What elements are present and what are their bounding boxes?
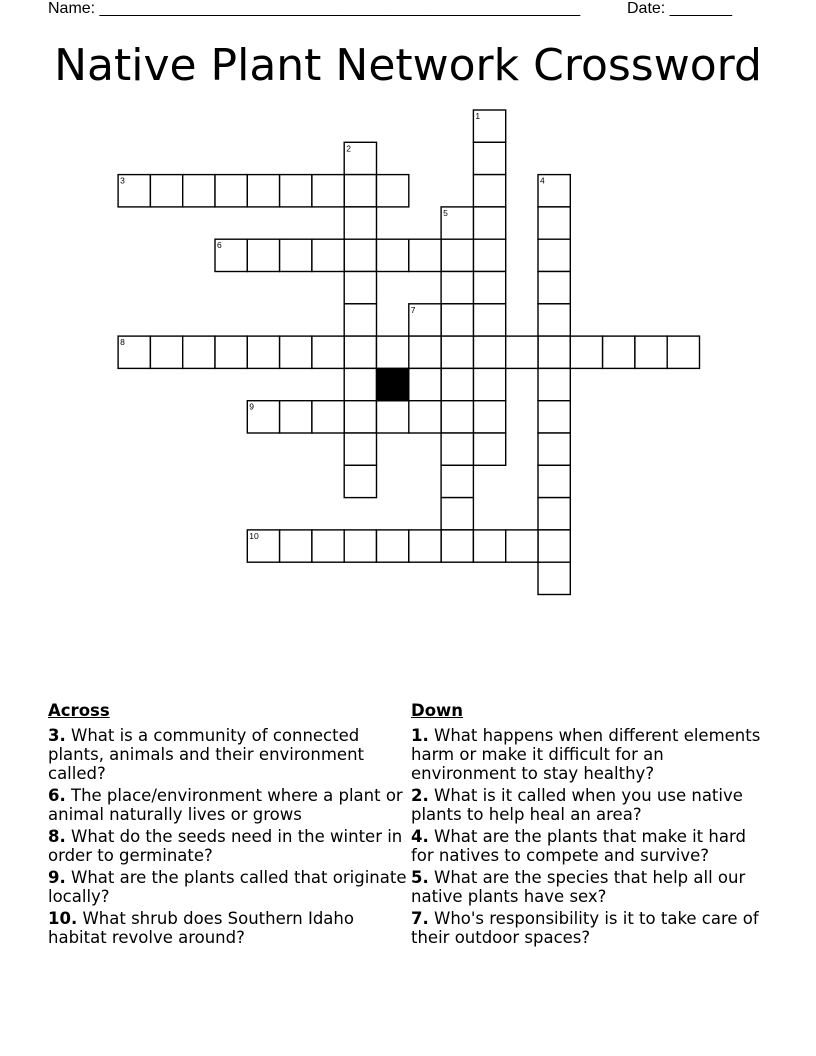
clue-number: 10. — [48, 909, 78, 928]
grid-cell[interactable] — [473, 336, 505, 368]
grid-cell[interactable] — [344, 272, 376, 304]
grid-cell[interactable] — [441, 239, 473, 271]
clue-item — [411, 909, 771, 947]
grid-cell[interactable] — [538, 562, 570, 594]
grid-cell[interactable] — [473, 401, 505, 433]
clue-item — [411, 726, 771, 783]
grid-cell[interactable] — [312, 336, 344, 368]
grid-cell[interactable] — [441, 368, 473, 400]
clue-number-label: 4 — [540, 175, 545, 186]
grid-cell[interactable] — [473, 142, 505, 174]
grid-cell[interactable] — [150, 336, 182, 368]
clue-item — [48, 868, 408, 906]
grid-cell[interactable] — [215, 175, 247, 207]
grid-cell[interactable] — [377, 239, 409, 271]
grid-cell[interactable] — [312, 401, 344, 433]
grid-cell[interactable] — [538, 239, 570, 271]
grid-cell[interactable] — [538, 465, 570, 497]
across-heading: Across — [48, 701, 110, 720]
clue-text: What are the plants called that originate locally? — [48, 868, 407, 906]
grid-cell[interactable] — [473, 433, 505, 465]
grid-cell[interactable] — [150, 175, 182, 207]
clue-number-label: 7 — [410, 304, 416, 315]
clue-item — [48, 786, 408, 824]
grid-cell[interactable] — [344, 530, 376, 562]
grid-cell[interactable] — [473, 304, 505, 336]
clue-item — [48, 909, 408, 947]
grid-cell[interactable] — [538, 336, 570, 368]
grid-cell[interactable] — [441, 433, 473, 465]
page-title: Native Plant Network Crossword — [54, 40, 762, 91]
grid-cell[interactable] — [377, 336, 409, 368]
grid-cell[interactable] — [441, 465, 473, 497]
grid-cell[interactable] — [409, 530, 441, 562]
clue-item — [411, 868, 771, 906]
grid-cell[interactable] — [409, 368, 441, 400]
grid-cell[interactable] — [183, 336, 215, 368]
clue-number: 1. — [411, 726, 429, 745]
grid-cell[interactable] — [344, 207, 376, 239]
clue-number-label: 5 — [443, 207, 448, 218]
clue-number-label: 1 — [475, 111, 481, 121]
grid-cell[interactable] — [280, 401, 312, 433]
grid-cell[interactable] — [280, 175, 312, 207]
grid-cell[interactable] — [538, 530, 570, 562]
clue-number: 6. — [48, 786, 66, 805]
grid-cell[interactable] — [409, 401, 441, 433]
grid-cell[interactable] — [473, 368, 505, 400]
clue-text: Who's responsibility is it to take care of their outdoor spaces? — [411, 909, 759, 947]
grid-cell[interactable] — [280, 239, 312, 271]
grid-cell[interactable] — [280, 336, 312, 368]
clue-number-label: 2 — [346, 143, 351, 154]
grid-cell[interactable] — [312, 175, 344, 207]
grid-cell[interactable] — [441, 336, 473, 368]
clue-text: The place/environment where a plant or animal naturally lives or grows — [48, 786, 403, 824]
grid-cell[interactable] — [344, 239, 376, 271]
grid-cell[interactable] — [312, 530, 344, 562]
grid-cell[interactable] — [473, 272, 505, 304]
grid-cell[interactable] — [538, 401, 570, 433]
grid-cell[interactable] — [409, 239, 441, 271]
grid-cell[interactable] — [344, 175, 376, 207]
down-heading: Down — [411, 701, 464, 720]
grid-cell[interactable] — [344, 304, 376, 336]
grid-cell[interactable] — [441, 530, 473, 562]
grid-cell[interactable] — [280, 530, 312, 562]
grid-cell[interactable] — [247, 336, 279, 368]
clue-number: 3. — [48, 726, 66, 745]
grid-cell[interactable] — [538, 304, 570, 336]
grid-cell[interactable] — [344, 401, 376, 433]
grid-cell[interactable] — [344, 465, 376, 497]
grid-cell[interactable] — [312, 239, 344, 271]
clue-text: What happens when different elements harm or make it difficult for an environment to stay healthy? — [411, 726, 761, 783]
grid-cell[interactable] — [441, 272, 473, 304]
down-clues — [411, 700, 771, 950]
grid-cell[interactable] — [538, 272, 570, 304]
grid-cell[interactable] — [441, 401, 473, 433]
grid-cell[interactable] — [441, 304, 473, 336]
grid-cell[interactable] — [506, 336, 538, 368]
grid-cell[interactable] — [344, 336, 376, 368]
grid-cell[interactable] — [344, 433, 376, 465]
clue-text: What is a community of connected plants, animals and their environment called? — [48, 726, 365, 783]
clue-text: What are the species that help all our native plants have sex? — [411, 868, 746, 906]
grid-cell[interactable] — [247, 175, 279, 207]
grid-cell[interactable] — [377, 175, 409, 207]
clue-number-label: 10 — [249, 530, 259, 541]
clue-item — [48, 827, 408, 865]
grid-cell[interactable] — [570, 336, 602, 368]
clue-item — [48, 726, 408, 783]
clue-item — [411, 827, 771, 865]
grid-cell[interactable] — [603, 336, 635, 368]
grid-cell[interactable] — [473, 175, 505, 207]
grid-cell[interactable] — [377, 401, 409, 433]
grid-cell[interactable] — [473, 530, 505, 562]
clue-text: What do the seeds need in the winter in order to germinate? — [48, 827, 403, 865]
clue-number: 5. — [411, 868, 429, 887]
grid-cell[interactable] — [247, 239, 279, 271]
clue-text: What shrub does Southern Idaho habitat revolve around? — [48, 909, 354, 947]
grid-cell[interactable] — [667, 336, 699, 368]
date-field-label: Date: _______ — [627, 0, 732, 17]
grid-cell[interactable] — [377, 530, 409, 562]
clue-number: 7. — [411, 909, 429, 928]
grid-cell[interactable] — [183, 175, 215, 207]
clue-text: What is it called when you use native plants to help heal an area? — [411, 786, 743, 824]
clue-number: 8. — [48, 827, 66, 846]
clue-number-label: 9 — [249, 401, 255, 412]
clue-number: 4. — [411, 827, 429, 846]
clue-number-label: 8 — [120, 337, 125, 348]
grid-cell[interactable] — [506, 530, 538, 562]
clue-number-label: 6 — [217, 240, 222, 251]
grid-cell[interactable] — [538, 433, 570, 465]
clue-item — [411, 786, 771, 824]
clue-number: 9. — [48, 868, 66, 887]
grid-cell[interactable] — [473, 239, 505, 271]
clue-number-label: 3 — [120, 175, 125, 186]
grid-cell[interactable] — [344, 368, 376, 400]
grid-cell[interactable] — [538, 207, 570, 239]
grid-cell[interactable] — [538, 498, 570, 530]
grid-block-cell — [377, 368, 409, 400]
clue-number: 2. — [411, 786, 429, 805]
across-clues — [48, 700, 408, 950]
grid-cell[interactable] — [538, 368, 570, 400]
grid-cell[interactable] — [409, 336, 441, 368]
name-field-label: Name: ______________________________________________________ — [48, 0, 581, 17]
grid-cell[interactable] — [635, 336, 667, 368]
grid-cell[interactable] — [215, 336, 247, 368]
clue-text: What are the plants that make it hard for natives to compete and survive? — [411, 827, 746, 865]
grid-cell[interactable] — [441, 498, 473, 530]
grid-cell[interactable] — [473, 207, 505, 239]
